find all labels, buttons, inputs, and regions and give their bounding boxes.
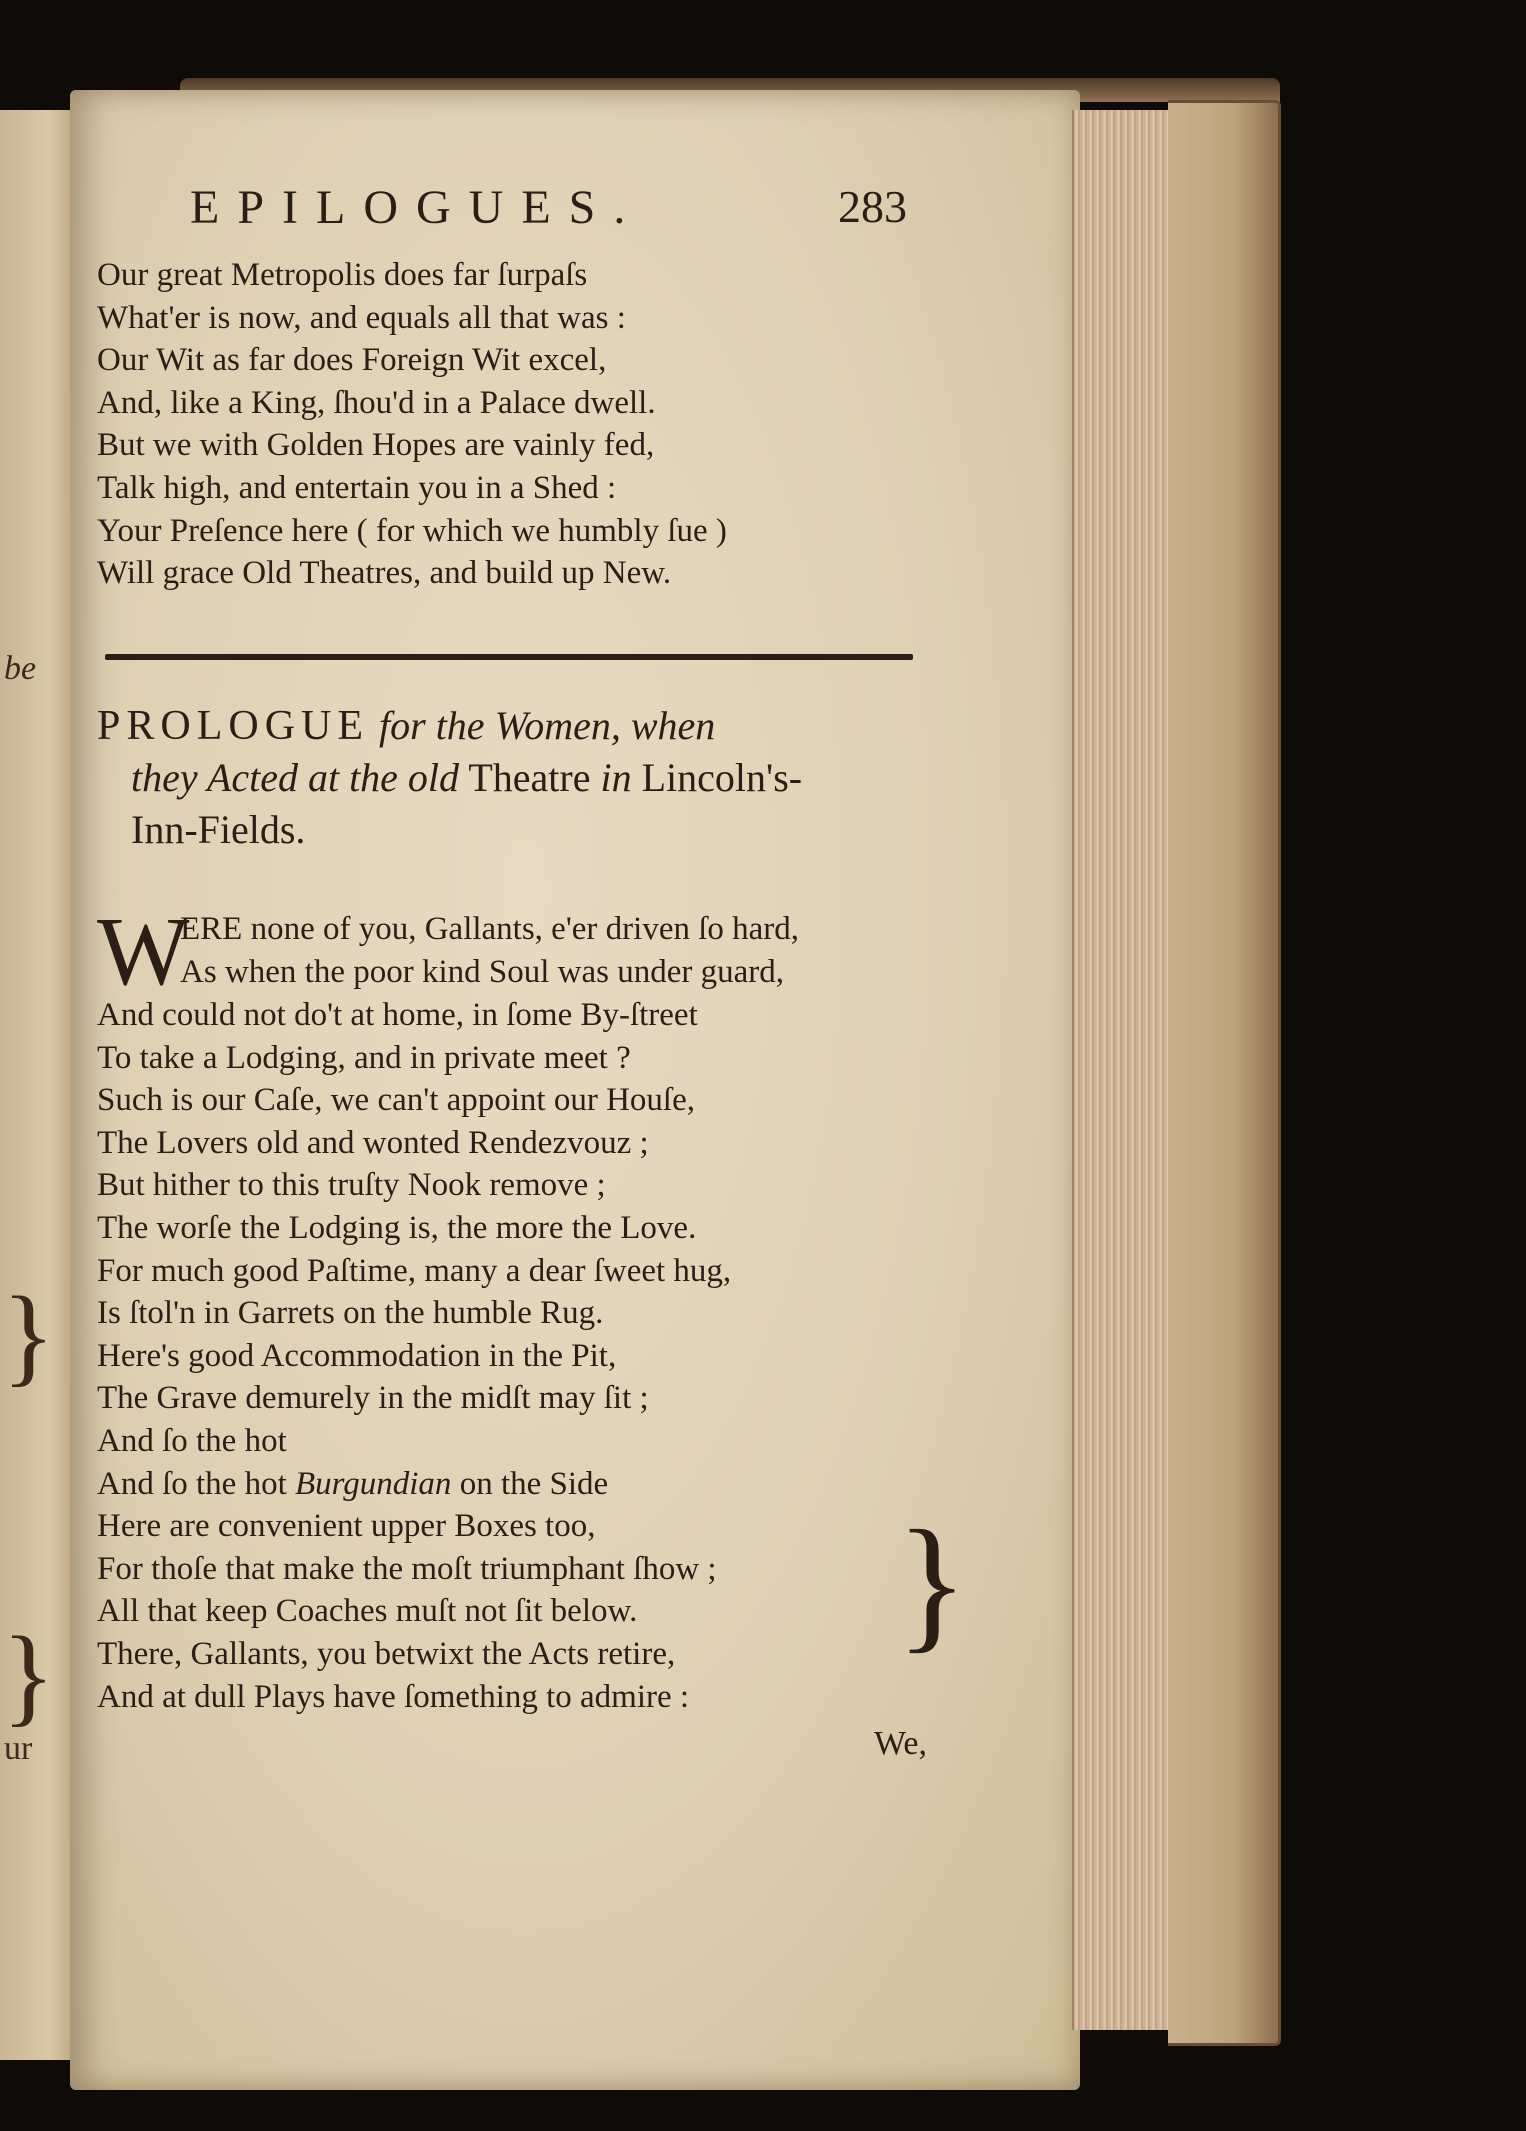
facing-page-brace: } <box>2 1614 55 1736</box>
verse-line: And, like a King, ſhou'd in a Palace dwell. <box>97 384 656 421</box>
verse-line: Our Wit as far does Foreign Wit excel, <box>97 342 607 379</box>
page-block-edges <box>1072 110 1170 2030</box>
verse-line: Talk high, and entertain you in a Shed : <box>97 469 617 506</box>
section-rule <box>105 654 913 660</box>
verse-line: The Lovers old and wonted Rendezvouz ; <box>97 1124 649 1161</box>
verse-line: And ſo the hot <box>97 1422 287 1459</box>
verse-line: For thoſe that make the moſt triumphant ſhow ; <box>97 1550 717 1587</box>
prologue-opening-lines <box>180 908 799 993</box>
drop-cap: W <box>97 898 190 1006</box>
verse-line: Such is our Caſe, we can't appoint our Houſe, <box>97 1082 695 1119</box>
verse-line: Your Preſence here ( for which we humbly ſue ) <box>97 512 727 549</box>
verse-line: Here are convenient upper Boxes too, <box>97 1508 596 1545</box>
title-roman: Inn-Fields. <box>131 807 306 852</box>
verse-line: To take a Lodging, and in private meet ? <box>97 1039 631 1076</box>
title-roman: Theatre <box>468 755 591 800</box>
verse-line: And could not do't at home, in ſome By-ſtreet <box>97 997 698 1033</box>
title-caps: PROLOGUE <box>97 703 370 749</box>
verse-line: Will grace Old Theatres, and build up New. <box>97 555 672 592</box>
verse-line: The worſe the Lodging is, the more the Love. <box>97 1209 697 1246</box>
title-italic: they Acted at the old <box>131 755 460 800</box>
facing-page-brace: } <box>2 1274 55 1396</box>
title-italic: for the Women, when <box>379 703 716 748</box>
verse-line: As when the poor kind Soul was under guard, <box>180 953 784 990</box>
verse-line: Is ſtol'n in Garrets on the humble Rug. <box>97 1295 604 1332</box>
verse-line: Our great Metropolis does far ſurpaſs <box>97 257 588 293</box>
prologue-title <box>97 700 957 856</box>
verse-line: There, Gallants, you betwixt the Acts retire, <box>97 1635 676 1672</box>
verse-line-burgundian <box>97 1463 731 1506</box>
verse-italic: Burgundian <box>294 1465 452 1502</box>
triplet-brace: } <box>896 1500 968 1666</box>
verse-line: But hither to this truſty Nook remove ; <box>97 1167 606 1204</box>
verse-line: All that keep Coaches muſt not ſit below. <box>97 1593 638 1630</box>
verse-line: And at dull Plays have ſomething to admire : <box>97 1678 690 1715</box>
book-cover <box>1168 100 1281 2046</box>
verse-line: For much good Paſtime, many a dear ſweet hug, <box>97 1252 732 1289</box>
title-roman: Lincoln's- <box>641 755 803 800</box>
verse-line: ERE none of you, Gallants, e'er driven ſo hard, <box>180 911 800 947</box>
verse-line: The Grave demurely in the midſt may ſit ; <box>97 1380 649 1417</box>
epilogue-verse <box>97 254 727 595</box>
verse-line: What'er is now, and equals all that was : <box>97 299 626 336</box>
verse-text: And ſo the hot <box>97 1465 295 1502</box>
title-italic: in <box>600 755 632 800</box>
verse-line: But we with Golden Hopes are vainly fed, <box>97 427 655 464</box>
facing-page-fragment: be <box>4 650 37 687</box>
verse-text: on the Side <box>451 1465 609 1502</box>
catchword: We, <box>874 1725 927 1762</box>
verse-line: Here's good Accommodation in the Pit, <box>97 1337 617 1374</box>
facing-page-fragment: ur <box>4 1730 33 1767</box>
running-head: EPILOGUES. <box>190 181 644 234</box>
prologue-verse <box>97 994 731 1718</box>
page-number: 283 <box>838 181 907 232</box>
